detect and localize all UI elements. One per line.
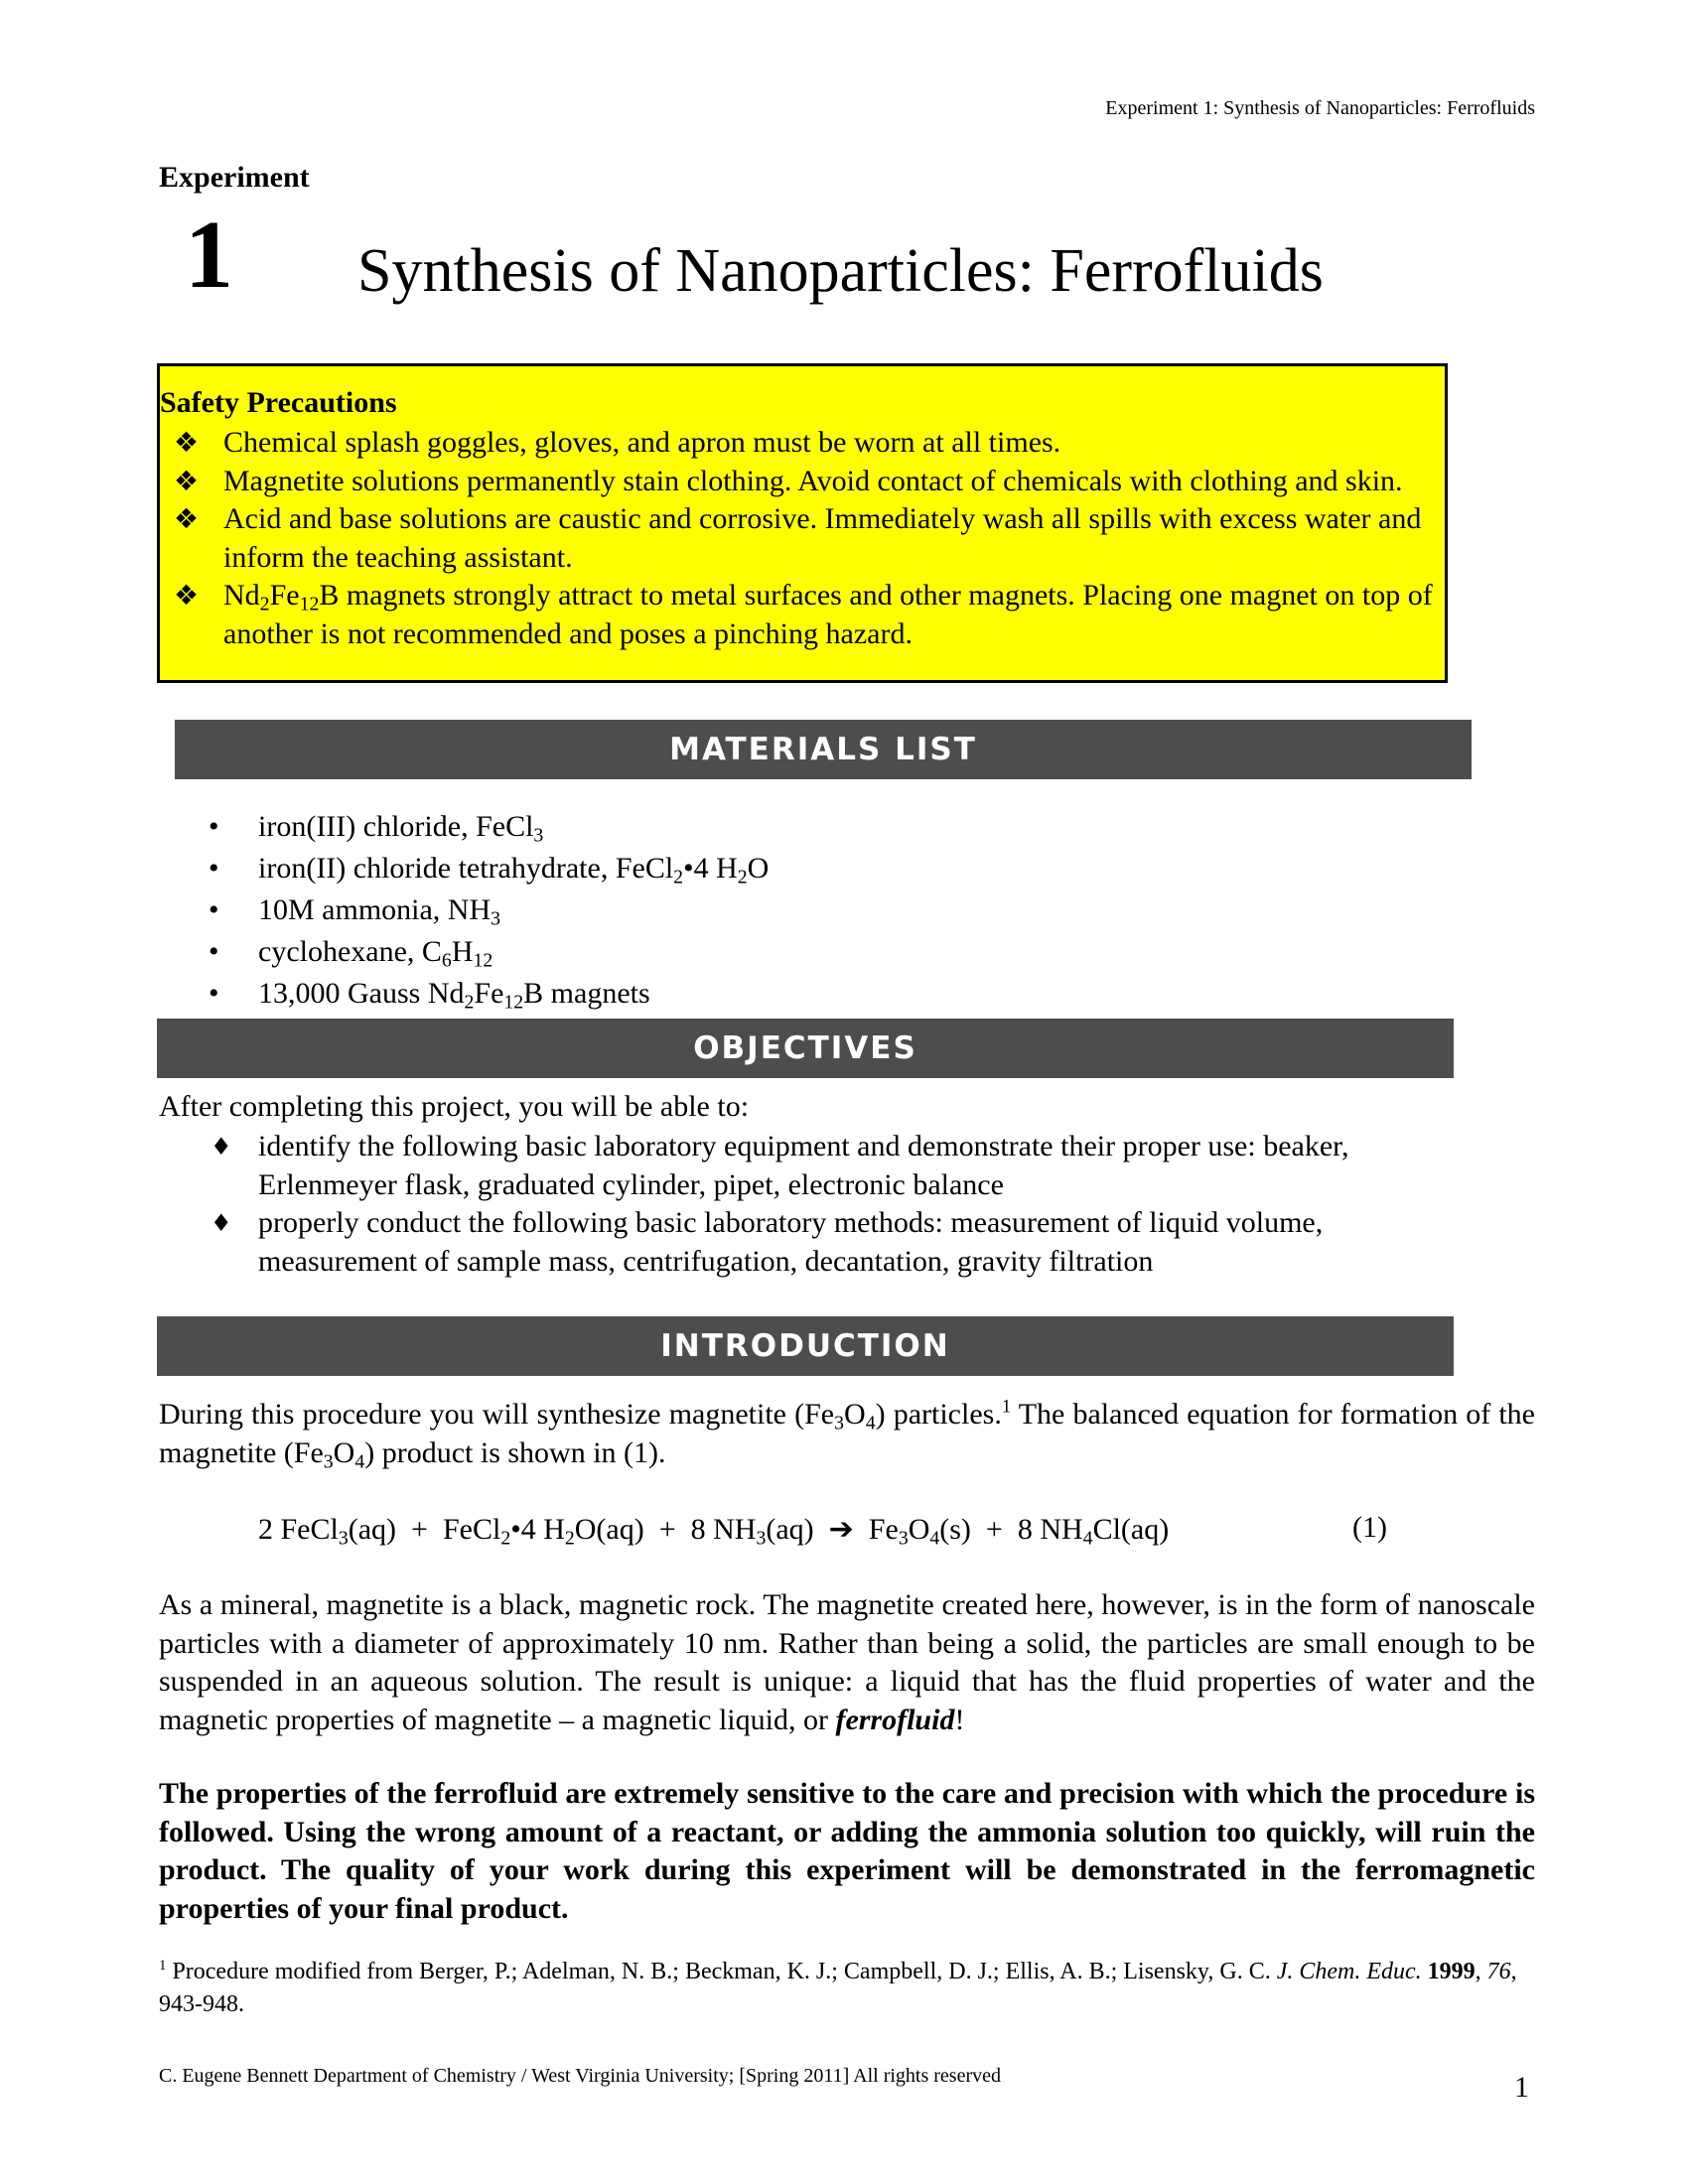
list-item: • cyclohexane, $C_6H_{12}$: [209, 931, 769, 973]
intro-paragraph-1: During this procedure you will synthesize magnetite $(Fe_3O_4)$ particles.$^1$ The balanced equation for formation of the magnetite $(Fe_3O_4)$ product is shown in (1).: [159, 1396, 1535, 1473]
list-item: ♦ properly conduct the following basic laboratory methods: measurement of liquid volume, measurement of sample mass, centrifugation, decantation, gravity filtration: [211, 1206, 1324, 1278]
objectives-banner: OBJECTIVES: [157, 1019, 1454, 1078]
list-item: ♦ identify the following basic laboratory equipment and demonstrate their proper use: beaker, Erlenmeyer flask, graduated cylinder, pipet, electronic balance: [211, 1130, 1349, 1201]
objectives-lead: After completing this project, you will be able to:: [159, 1090, 750, 1123]
safety-item: ❖ $Nd_2Fe_{12}B$ magnets strongly attract to metal surfaces and other magnets. Placing one magnet on top of another is not recommended and poses a pinching hazard.: [174, 579, 1433, 650]
chemical-equation: 2 FeCl$_3$(aq) + FeCl$_2$•4 $H_2O(aq) + 8$ $NH_3(aq)$ ➔ $Fe_3O_4(s) + 8$ $NH_4Cl(aq)$: [258, 1513, 1170, 1550]
diamond-cluster-icon: ❖: [174, 464, 200, 497]
safety-item: ❖ Acid and base solutions are caustic and corrosive. Immediately wash all spills with excess water and inform the teaching assistant.: [174, 502, 1422, 574]
page-title: Synthesis of Nanoparticles: Ferrofluids: [357, 237, 1324, 305]
running-header: Experiment 1: Synthesis of Nanoparticles: Ferrofluids: [1105, 97, 1535, 119]
safety-item: ❖ Chemical splash goggles, gloves, and apron must be worn at all times.: [160, 424, 1447, 463]
list-item: • iron(II) chloride tetrahydrate, FeCl$_2$•4 $H_2O$: [209, 848, 769, 889]
safety-heading: Safety Precautions: [160, 386, 397, 419]
materials-list-banner: MATERIALS LIST: [175, 720, 1472, 779]
bullet-icon: •: [209, 810, 219, 843]
diamond-cluster-icon: ❖: [174, 426, 200, 459]
diamond-icon: ♦: [211, 1209, 232, 1237]
diamond-icon: ♦: [211, 1133, 232, 1160]
page-number: 1: [1514, 2071, 1529, 2104]
materials-list: [209, 806, 769, 1015]
experiment-number: 1: [185, 202, 233, 309]
list-item: • 13,000 Gauss $Nd_2Fe_{12}B$ magnets: [209, 973, 769, 1015]
bullet-icon: •: [209, 852, 219, 885]
list-item: • 10M ammonia, $NH_3$: [209, 889, 769, 931]
intro-paragraph-3-warning: The properties of the ferrofluid are extremely sensitive to the care and precision with which the procedure is followed. Using the wrong amount of a reactant, or adding the ammonia solution too quickly, will ruin the product. The quality of your work during this experiment will be demonstrated in the ferromagnetic properties of your final product.: [159, 1777, 1535, 1925]
page-footer: C. Eugene Bennett Department of Chemistry / West Virginia University; [Spring 2011] All rights reserved: [159, 2065, 1001, 2087]
experiment-label: Experiment: [159, 161, 310, 194]
list-item: • iron(III) chloride, FeCl$_3$: [209, 806, 769, 848]
diamond-cluster-icon: ❖: [174, 579, 200, 612]
safety-precautions-box: [157, 363, 1448, 683]
intro-paragraph-2: As a mineral, magnetite is a black, magnetic rock. The magnetite created here, however, is in the form of nanoscale particles with a diameter of approximately 10 nm. Rather than being a solid, the particles are small enough to be suspended in an aqueous solution. The result is unique: a liquid that has the fluid properties of water and the magnetic properties of magnetite – a magnetic liquid, or ferrofluid!: [159, 1588, 1535, 1736]
footnote: $^1$ Procedure modified from Berger, P.; Adelman, N. B.; Beckman, K. J.; Campbell, D. J.; Ellis, A. B.; Lisensky, G. C. J. Chem. Educ. 1999, 76, 943-948.: [159, 1957, 1517, 2017]
safety-list: [160, 424, 1447, 653]
introduction-banner: INTRODUCTION: [157, 1316, 1454, 1376]
equation-number: (1): [1352, 1511, 1387, 1544]
objectives-list: [209, 1128, 1479, 1281]
safety-item: ❖ Magnetite solutions permanently stain clothing. Avoid contact of chemicals with clothing and skin.: [160, 463, 1447, 501]
bullet-icon: •: [209, 977, 219, 1010]
bullet-icon: •: [209, 935, 219, 968]
bullet-icon: •: [209, 893, 219, 926]
diamond-cluster-icon: ❖: [174, 502, 200, 535]
